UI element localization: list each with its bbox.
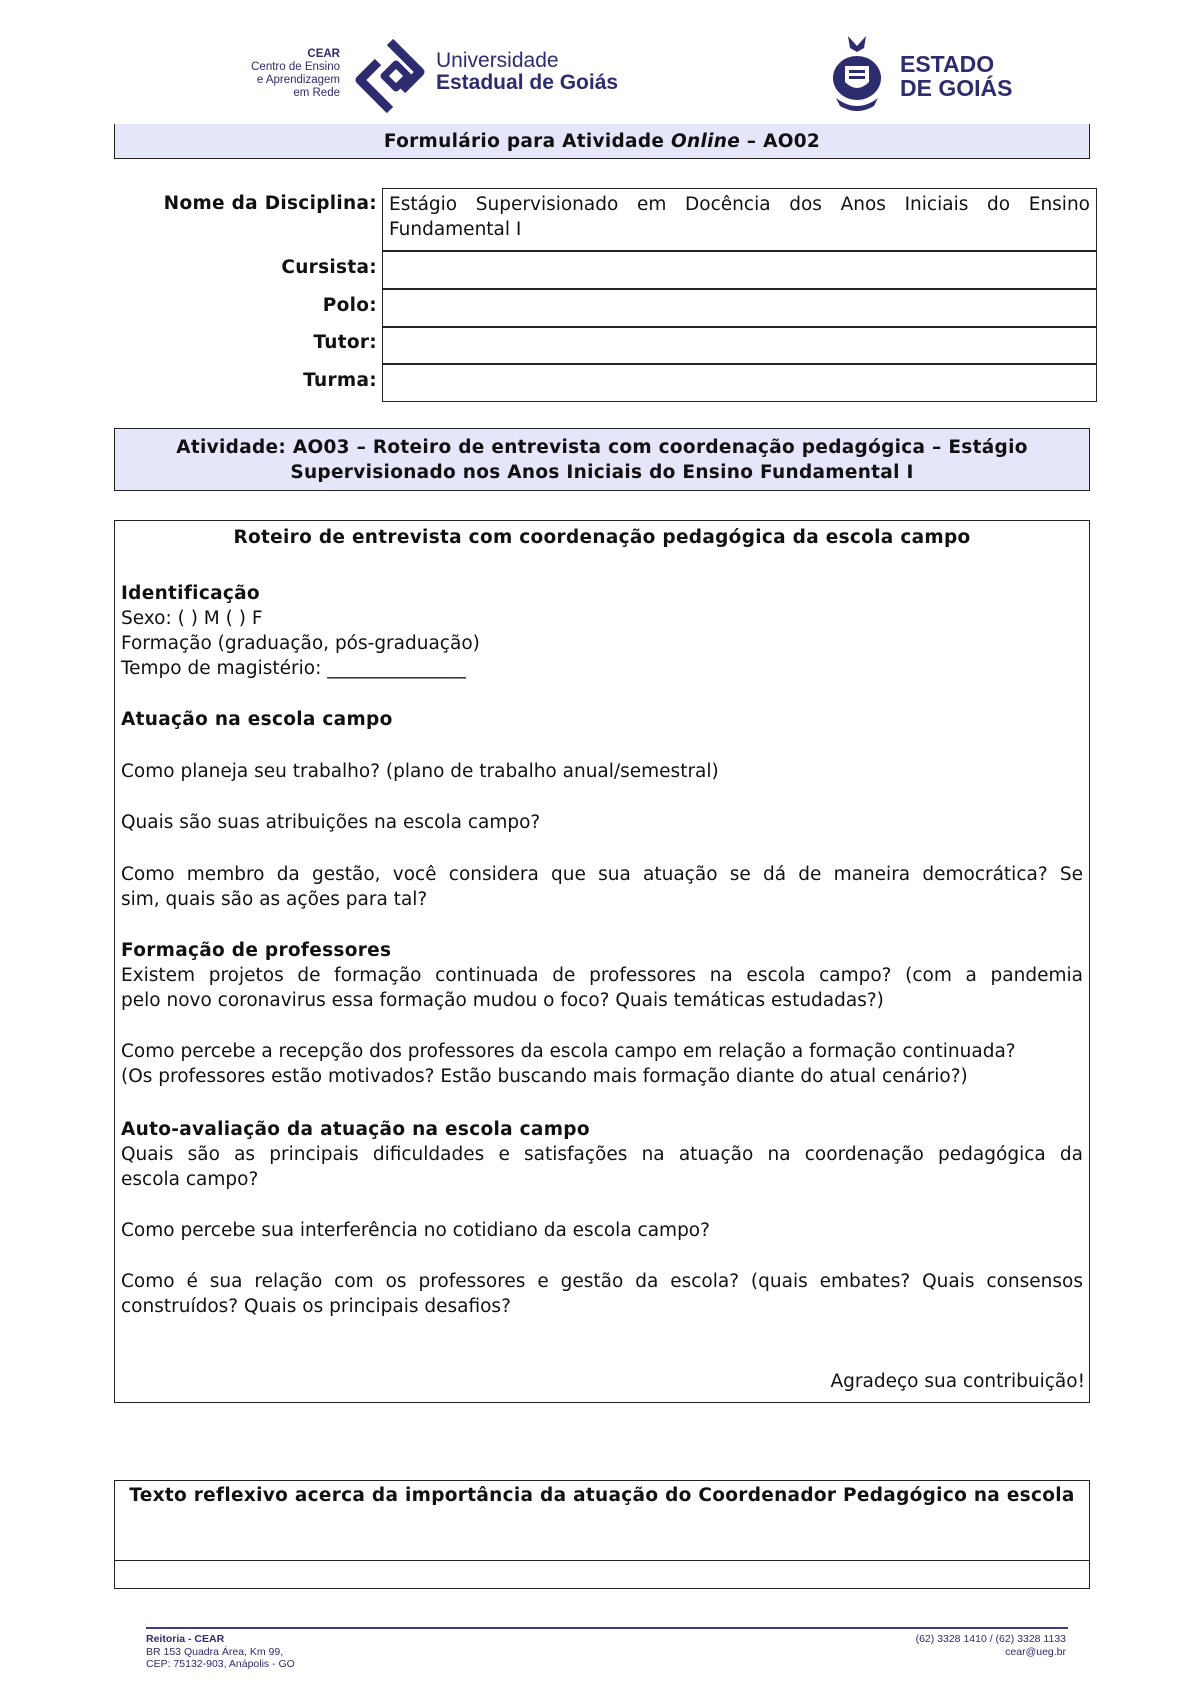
education-question: Formação (graduação, pós-graduação) bbox=[121, 633, 480, 654]
discipline-field[interactable]: Estágio Supervisionado em Docência dos Anos Iniciais do Ensino Fundamental I bbox=[382, 188, 1097, 251]
form-title-prefix: Formulário para Atividade bbox=[383, 131, 671, 152]
reflective-text-title: Texto reflexivo acerca da importância da atuação do Coordenador Pedagógico na escola bbox=[129, 1485, 1075, 1506]
cear-line: em Rede bbox=[293, 87, 340, 99]
form-title bbox=[114, 124, 1090, 159]
footer-address bbox=[146, 1633, 295, 1671]
self-assessment-heading: Auto-avaliação da atuação na escola campo bbox=[121, 1119, 590, 1140]
student-label: Cursista: bbox=[281, 257, 377, 278]
tutor-label: Tutor: bbox=[313, 332, 377, 353]
state-line: ESTADO bbox=[900, 51, 995, 77]
form-title-suffix: – AO02 bbox=[740, 131, 821, 152]
cear-logo-text bbox=[236, 48, 340, 100]
university-line: Universidade bbox=[436, 49, 559, 72]
teaching-time-question: Tempo de magistério: _______________ bbox=[121, 658, 466, 679]
question-difficulties: Quais são as principais dificuldades e satisfações na atuação na coordenação pedagógica da bbox=[121, 1144, 1083, 1165]
campus-field[interactable] bbox=[382, 289, 1097, 327]
footer-line: CEP: 75132-903, Anápolis - GO bbox=[146, 1658, 295, 1670]
footer-line: BR 153 Quadra Área, Km 99, bbox=[146, 1645, 284, 1658]
question-attributions: Quais são suas atribuições na escola campo? bbox=[121, 812, 541, 833]
divider bbox=[115, 1560, 1089, 1561]
question-reception: Como percebe a recepção dos professores da escola campo em relação a formação continuada? bbox=[121, 1041, 1016, 1062]
ueg-logo-icon bbox=[350, 36, 430, 116]
footer-line: Reitoria - CEAR bbox=[146, 1633, 225, 1645]
footer-phone: (62) 3328 1410 / (62) 3328 1133 bbox=[915, 1633, 1066, 1645]
question-interference: Como percebe sua interferência no cotidiano da escola campo? bbox=[121, 1220, 710, 1241]
university-name bbox=[436, 50, 618, 94]
discipline-label: Nome da Disciplina: bbox=[163, 193, 377, 214]
reflective-text-box[interactable] bbox=[114, 1480, 1090, 1589]
university-line: Estadual de Goiás bbox=[436, 71, 619, 94]
atuacao-heading: Atuação na escola campo bbox=[121, 709, 393, 730]
activity-title bbox=[114, 428, 1090, 491]
identification-heading: Identificação bbox=[121, 583, 260, 604]
question-management-cont: sim, quais são as ações para tal? bbox=[121, 889, 428, 910]
question-projects-cont: pelo novo coronavirus essa formação mudou o foco? Quais temáticas estudadas?) bbox=[121, 990, 884, 1011]
question-management: Como membro da gestão, você considera que sua atuação se dá de maneira democrática? Se bbox=[121, 864, 1083, 885]
tutor-field[interactable] bbox=[382, 327, 1097, 364]
question-planning: Como planeja seu trabalho? (plano de trabalho anual/semestral) bbox=[121, 761, 719, 782]
question-reception-cont: (Os professores estão motivados? Estão buscando mais formação diante do atual cenário?) bbox=[121, 1066, 968, 1087]
activity-line: Atividade: AO03 – Roteiro de entrevista com coordenação pedagógica – Estágio bbox=[176, 437, 1028, 458]
cear-line: CEAR bbox=[307, 48, 340, 60]
script-title: Roteiro de entrevista com coordenação pedagógica da escola campo bbox=[233, 527, 971, 548]
state-coat-of-arms-icon bbox=[828, 32, 886, 116]
campus-label: Polo: bbox=[322, 295, 377, 316]
footer-contact bbox=[916, 1633, 1066, 1658]
state-line: DE GOIÁS bbox=[900, 75, 1013, 101]
question-projects: Existem projetos de formação continuada de professores na escola campo? (com a pandemia bbox=[121, 965, 1083, 986]
question-relationship: Como é sua relação com os professores e gestão da escola? (quais embates? Quais consensos bbox=[121, 1271, 1083, 1292]
question-relationship-cont: construídos? Quais os principais desafios? bbox=[121, 1296, 511, 1317]
class-label: Turma: bbox=[303, 370, 377, 391]
cear-line: e Aprendizagem bbox=[256, 74, 340, 86]
gender-question: Sexo: ( ) M ( ) F bbox=[121, 608, 263, 629]
thanks-note: Agradeço sua contribuição! bbox=[830, 1371, 1085, 1392]
state-name bbox=[900, 52, 1012, 100]
class-field[interactable] bbox=[382, 364, 1097, 402]
footer-divider bbox=[146, 1627, 1068, 1629]
form-title-italic: Online bbox=[670, 131, 741, 152]
interview-script-box bbox=[114, 520, 1090, 1403]
teacher-training-heading: Formação de professores bbox=[121, 940, 392, 961]
footer-email: cear@ueg.br bbox=[1005, 1645, 1066, 1658]
question-difficulties-cont: escola campo? bbox=[121, 1169, 259, 1190]
cear-line: Centro de Ensino bbox=[251, 61, 340, 73]
student-field[interactable] bbox=[382, 251, 1097, 289]
activity-line: Supervisionado nos Anos Iniciais do Ensino Fundamental I bbox=[290, 462, 914, 483]
